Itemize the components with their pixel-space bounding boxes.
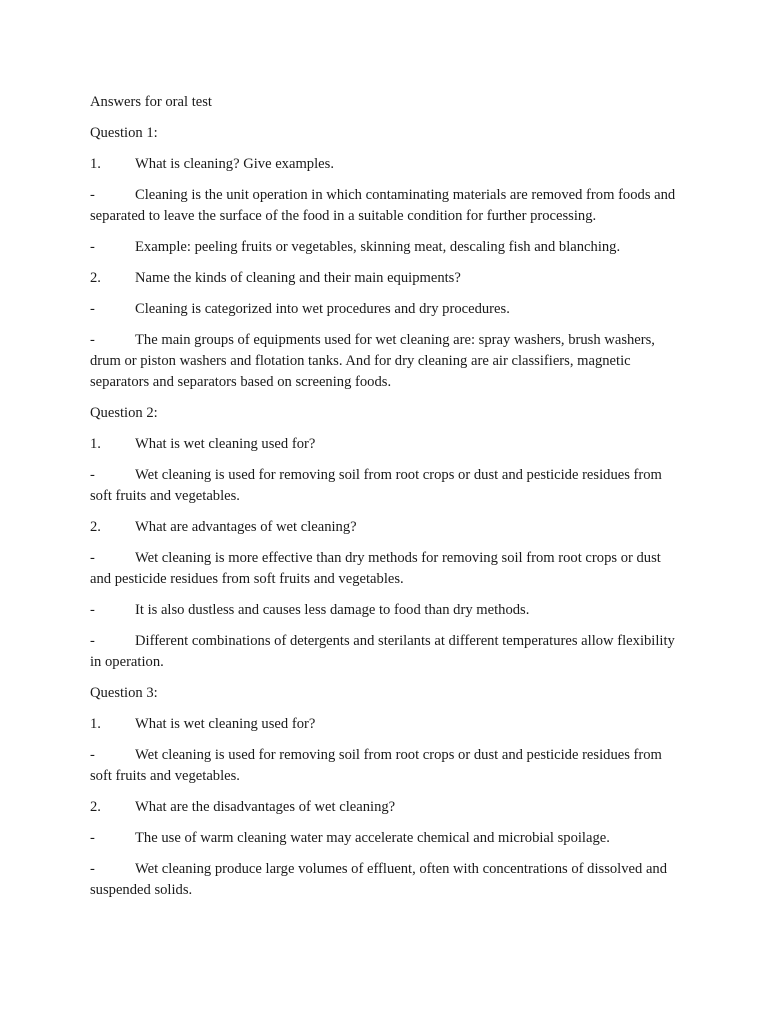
document-title: Answers for oral test [90, 94, 212, 110]
item-marker: - [90, 332, 95, 348]
item-marker: - [90, 861, 95, 877]
list-item [90, 330, 680, 393]
item-marker: - [90, 830, 95, 846]
item-marker: - [90, 467, 95, 483]
list-item [90, 600, 680, 621]
item-text: Wet cleaning is used for removing soil from root crops or dust and pesticide residues from soft fruits and vegetables. [90, 467, 662, 504]
list-item [90, 828, 680, 849]
item-text: The use of warm cleaning water may accelerate chemical and microbial spoilage. [135, 830, 610, 846]
item-text: The main groups of equipments used for wet cleaning are: spray washers, brush washers, drum or piston washers and flotation tanks. And for dry cleaning are air classifiers, magnetic separators and separators based on screening foods. [90, 332, 655, 390]
item-text: What are advantages of wet cleaning? [135, 519, 357, 535]
section-heading: Question 2: [90, 405, 158, 421]
list-item [90, 237, 680, 258]
list-item [90, 745, 680, 787]
list-item [90, 797, 680, 818]
item-text: Name the kinds of cleaning and their main equipments? [135, 270, 461, 286]
section-heading: Question 1: [90, 125, 158, 141]
item-text: What is wet cleaning used for? [135, 436, 316, 452]
list-item [90, 268, 680, 289]
item-marker: - [90, 301, 95, 317]
item-text: What is cleaning? Give examples. [135, 156, 334, 172]
list-item [90, 548, 680, 590]
item-text: Wet cleaning is more effective than dry methods for removing soil from root crops or dust and pesticide residues from soft fruits and vegetables. [90, 550, 661, 587]
item-marker: - [90, 187, 95, 203]
list-item [90, 465, 680, 507]
item-text: What are the disadvantages of wet cleaning? [135, 799, 396, 815]
item-marker: 2. [90, 799, 101, 815]
item-text: Different combinations of detergents and sterilants at different temperatures allow flexibility in operation. [90, 633, 675, 670]
list-item [90, 299, 680, 320]
item-text: Wet cleaning produce large volumes of effluent, often with concentrations of dissolved and suspended solids. [90, 861, 668, 898]
item-marker: 1. [90, 436, 101, 452]
item-marker: 1. [90, 156, 101, 172]
item-marker: 1. [90, 716, 101, 732]
item-text: What is wet cleaning used for? [135, 716, 316, 732]
item-text: Example: peeling fruits or vegetables, skinning meat, descaling fish and blanching. [135, 239, 621, 255]
document-page [90, 92, 680, 911]
section-heading: Question 3: [90, 685, 158, 701]
list-item [90, 434, 680, 455]
list-item [90, 154, 680, 175]
item-text: It is also dustless and causes less damage to food than dry methods. [135, 602, 530, 618]
list-item [90, 859, 680, 901]
item-marker: - [90, 747, 95, 763]
item-text: Cleaning is categorized into wet procedures and dry procedures. [135, 301, 510, 317]
item-marker: - [90, 602, 95, 618]
item-text: Cleaning is the unit operation in which contaminating materials are removed from foods and separated to leave the surface of the food in a suitable condition for further processing. [90, 187, 676, 224]
list-item [90, 185, 680, 227]
item-marker: 2. [90, 519, 101, 535]
item-marker: - [90, 550, 95, 566]
item-marker: - [90, 239, 95, 255]
list-item [90, 517, 680, 538]
item-marker: - [90, 633, 95, 649]
item-text: Wet cleaning is used for removing soil from root crops or dust and pesticide residues from soft fruits and vegetables. [90, 747, 662, 784]
item-marker: 2. [90, 270, 101, 286]
list-item [90, 631, 680, 673]
list-item [90, 714, 680, 735]
